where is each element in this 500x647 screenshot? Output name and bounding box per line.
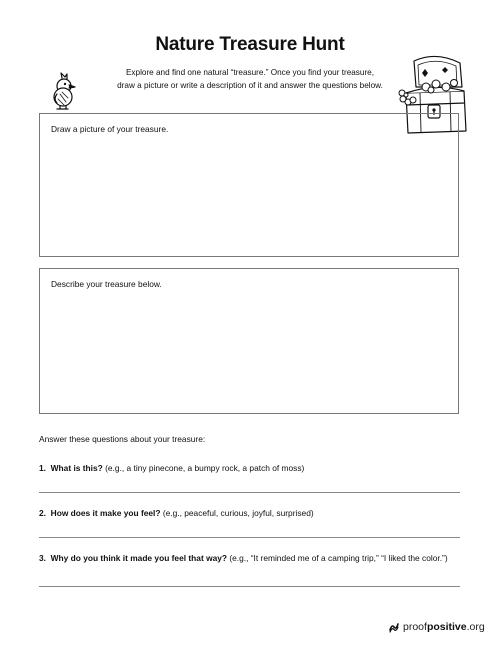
describe-treasure-box[interactable] bbox=[39, 268, 459, 414]
question-3 bbox=[39, 553, 448, 563]
questions-intro: Answer these questions about your treasure: bbox=[39, 434, 206, 444]
bird-icon bbox=[48, 72, 80, 110]
proofpositive-logo-icon bbox=[388, 621, 400, 633]
question-2 bbox=[39, 508, 314, 518]
brand-org: .org bbox=[466, 621, 485, 633]
intro-line-2: draw a picture or write a description of it and answer the questions below. bbox=[117, 81, 383, 90]
intro-text bbox=[100, 66, 400, 92]
question-3-number: 3. bbox=[39, 553, 46, 563]
brand-footer bbox=[388, 621, 485, 633]
draw-treasure-box[interactable] bbox=[39, 113, 459, 257]
answer-line-2[interactable] bbox=[39, 537, 460, 538]
answer-line-3[interactable] bbox=[39, 586, 460, 587]
question-1-text: What is this? bbox=[50, 463, 103, 473]
question-1 bbox=[39, 463, 304, 473]
draw-box-label: Draw a picture of your treasure. bbox=[51, 124, 169, 134]
question-3-text: Why do you think it made you feel that way? bbox=[50, 553, 228, 563]
describe-box-label: Describe your treasure below. bbox=[51, 279, 162, 289]
question-2-example: (e.g., peaceful, curious, joyful, surprised) bbox=[160, 508, 314, 518]
page-title: Nature Treasure Hunt bbox=[155, 34, 345, 55]
question-1-number: 1. bbox=[39, 463, 46, 473]
question-1-example: (e.g., a tiny pinecone, a bumpy rock, a patch of moss) bbox=[102, 463, 305, 473]
answer-line-1[interactable] bbox=[39, 492, 460, 493]
brand-positive: positive bbox=[426, 621, 467, 633]
question-2-text: How does it make you feel? bbox=[50, 508, 161, 518]
question-2-number: 2. bbox=[39, 508, 46, 518]
brand-proof: proof bbox=[403, 621, 427, 633]
question-3-example: (e.g., “It reminded me of a camping trip,” “I liked the color.”) bbox=[227, 553, 448, 563]
intro-line-1: Explore and find one natural “treasure.” Once you find your treasure, bbox=[125, 68, 375, 77]
